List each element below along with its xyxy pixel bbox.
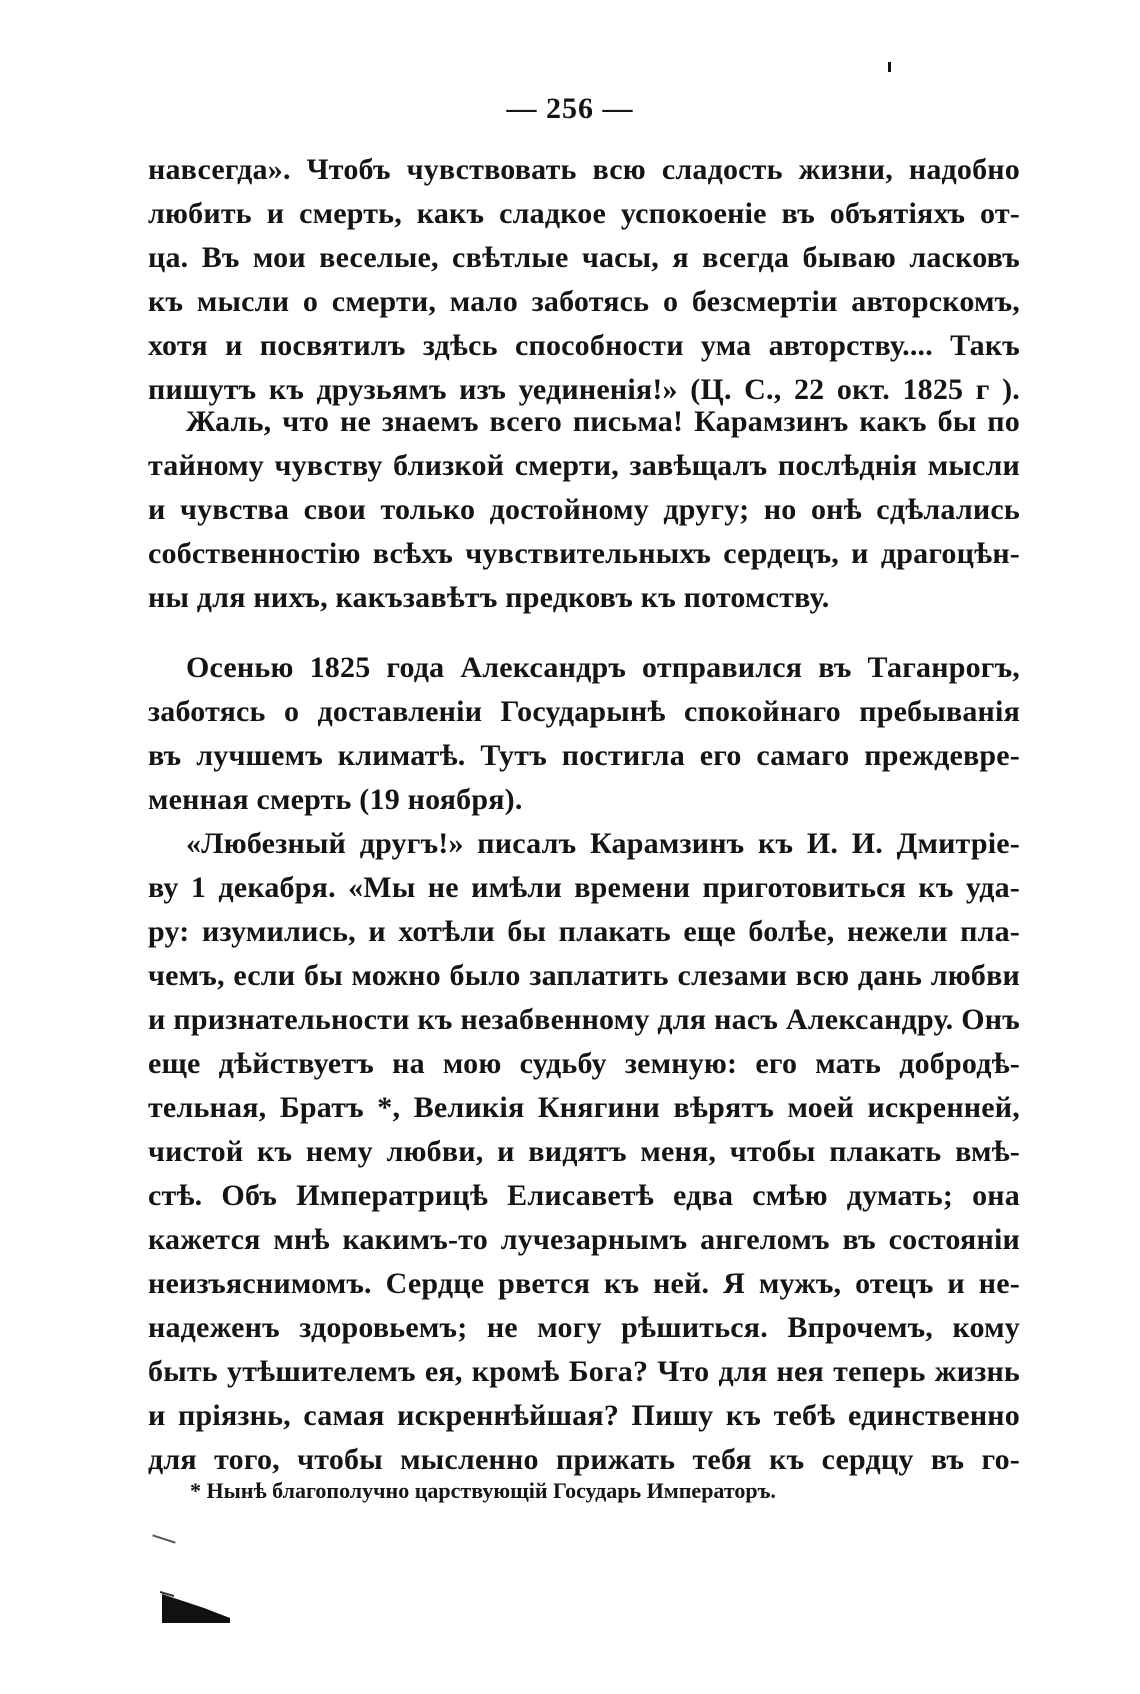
text-line: заботясь о доставленіи Государынѣ спокойнаго пребыванія <box>148 695 1020 728</box>
print-speck <box>888 62 891 72</box>
text-line: Осенью 1825 года Александръ отправился въ Таганрогъ, <box>186 651 1020 684</box>
paragraph-4 <box>148 822 1020 1482</box>
text-line: въ лучшемъ климатѣ. Тутъ постигла его самаго преждевре- <box>148 739 1020 772</box>
text-line: къ мысли о смерти, мало заботясь о безсмертіи авторскомъ, <box>148 285 1020 318</box>
text-line: чистой къ нему любви, и видятъ меня, чтобы плакать вмѣ- <box>148 1135 1020 1168</box>
text-line: быть утѣшителемъ ея, кромѣ Бога? Что для нея теперь жизнь <box>148 1355 1020 1388</box>
text-line: менная смерть (19 ноября). <box>148 783 523 816</box>
text-line: тайному чувству близкой смерти, завѣщалъ послѣднія мысли <box>148 449 1020 482</box>
text-line: чемъ, если бы можно было заплатить слезами всю дань любви <box>148 959 1020 992</box>
print-speck <box>152 1534 175 1543</box>
text-line: еще дѣйствуетъ на мою судьбу земную: его мать добродѣ- <box>148 1047 1020 1080</box>
text-line: стѣ. Объ Императрицѣ Елисаветѣ едва смѣю думать; она <box>148 1179 1020 1212</box>
paragraph-3 <box>148 646 1020 822</box>
text-line: и признательности къ незабвенному для насъ Александру. Онъ <box>148 1003 1020 1036</box>
text-line: хотя и посвятилъ здѣсь способности ума авторству.... Такъ <box>148 329 1020 362</box>
text-line: надеженъ здоровьемъ; не могу рѣшиться. Впрочемъ, кому <box>148 1311 1020 1344</box>
page-number: — 256 — <box>506 92 634 125</box>
text-line: и пріязнь, самая искреннѣйшая? Пишу къ тебѣ единственно <box>148 1399 1020 1432</box>
footnote: * Нынѣ благополучно царствующій Государь Императоръ. <box>190 1478 776 1503</box>
text-line: ца. Въ мои веселые, свѣтлые часы, я всегда бываю ласковъ <box>148 241 1020 274</box>
text-line: неизъяснимомъ. Сердце рвется къ ней. Я мужъ, отецъ и не- <box>148 1267 1020 1300</box>
paragraph-1 <box>148 148 1020 412</box>
text-line: кажется мнѣ какимъ-то лучезарнымъ ангеломъ въ состояніи <box>148 1223 1020 1256</box>
text-line: Жаль, что не знаемъ всего письма! Карамзинъ какъ бы по <box>186 405 1020 438</box>
text-line: ву 1 декабря. «Мы не имѣли времени приготовиться къ уда- <box>148 871 1020 904</box>
text-line: «Любезный другъ!» писалъ Карамзинъ къ И. И. Дмитріе- <box>186 827 1020 860</box>
text-line: тельная, Братъ *, Великія Княгини вѣрятъ моей искренней, <box>148 1091 1020 1124</box>
text-line: навсегда». Чтобъ чувствовать всю сладость жизни, надобно <box>148 153 1020 186</box>
text-line: любить и смерть, какъ сладкое успокоеніе въ объятіяхъ от- <box>148 197 1020 230</box>
text-line: для того, чтобы мысленно прижать тебя къ сердцу въ го- <box>148 1443 1020 1476</box>
text-line: ны для нихъ, какъзавѣтъ предковъ къ потомству. <box>148 581 830 614</box>
paragraph-2 <box>148 400 1020 620</box>
ink-smudge <box>160 1590 232 1624</box>
text-line: и чувства свои только достойному другу; но онѣ сдѣлались <box>148 493 1020 526</box>
text-line: пишутъ къ друзьямъ изъ уединенія!» (Ц. С., 22 окт. 1825 г ). <box>148 373 1020 406</box>
text-line: ру: изумились, и хотѣли бы плакать еще болѣе, нежели пла- <box>148 915 1020 948</box>
text-line: собственностію всѣхъ чувствительныхъ сердецъ, и драгоцѣн- <box>148 537 1020 570</box>
